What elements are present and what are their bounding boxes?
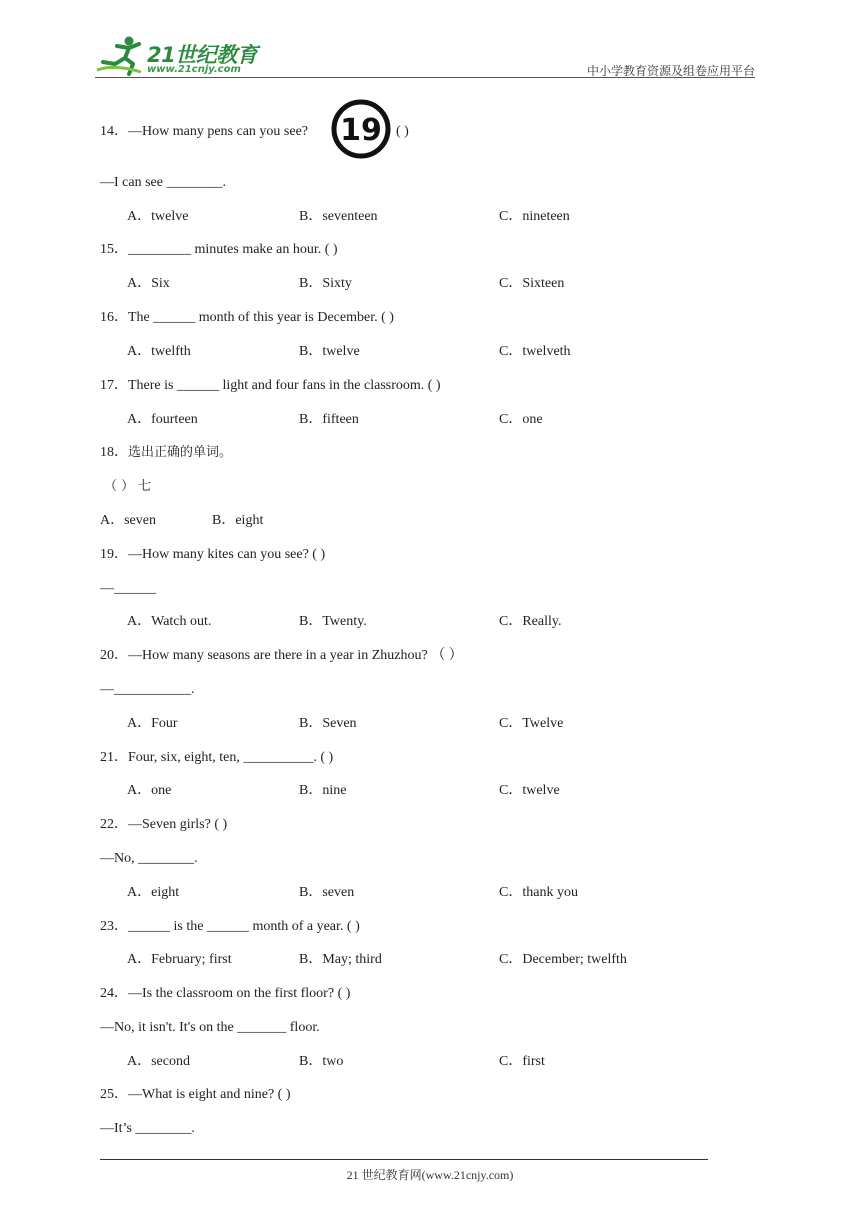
question-number: 21． [100, 750, 128, 765]
question-number: 24． [100, 986, 128, 1001]
question-text: 选出正确的单词。 [128, 445, 233, 460]
option-b: B．seven [299, 885, 355, 900]
question-text: —How many seasons are there in a year in Zhuzhou? （ ） [128, 648, 463, 663]
question-text: —How many pens can you see? [128, 124, 309, 139]
question-number: 25． [100, 1087, 128, 1102]
option-b: B．eight [212, 513, 264, 528]
question-text: —Is the classroom on the first floor? ( ) [128, 986, 351, 1001]
platform-title: 中小学教育资源及组卷应用平台 [586, 64, 755, 78]
option-c: C．nineteen [499, 209, 570, 224]
option-b: B．Sixty [299, 276, 352, 291]
option-b: B．seventeen [299, 209, 378, 224]
question-23 [100, 918, 360, 936]
question-number: 15． [100, 242, 128, 257]
question-15 [100, 241, 338, 259]
question-number: 18． [100, 445, 128, 460]
question-text: _________ minutes make an hour. ( ) [128, 242, 338, 257]
option-b: B．Twenty. [299, 614, 367, 629]
option-a: A．eight [127, 885, 180, 900]
option-a: A．twelve [127, 209, 189, 224]
question-18 [100, 444, 232, 462]
runner-icon [95, 34, 147, 78]
option-a: A．twelfth [127, 344, 191, 359]
question-22 [100, 816, 227, 834]
option-a: A．fourteen [127, 412, 198, 427]
option-c: C．thank you [499, 885, 578, 900]
option-a: A．second [127, 1054, 190, 1069]
page-header [95, 34, 755, 78]
logo-text: 21世纪教育 [147, 43, 258, 67]
question-number: 14． [100, 124, 128, 139]
option-a: A．Four [127, 716, 178, 731]
option-a: A．one [127, 783, 172, 798]
option-c: C．Twelve [499, 716, 564, 731]
option-b: B．twelve [299, 344, 360, 359]
question-text: There is ______ light and four fans in the classroom. ( ) [128, 378, 441, 393]
option-b: B．fifteen [299, 412, 359, 427]
option-c: C．twelveth [499, 344, 571, 359]
question-16 [100, 309, 394, 327]
option-a: A．seven [100, 513, 156, 528]
question-20 [100, 647, 463, 665]
option-b: B．Seven [299, 716, 357, 731]
footer-divider [100, 1159, 708, 1160]
question-14 [100, 123, 308, 141]
option-b: B．nine [299, 783, 347, 798]
question-line: —I can see ________. [100, 175, 226, 190]
option-b: B．May; third [299, 952, 382, 967]
option-c: C．Sixteen [499, 276, 565, 291]
logo-url: www.21cnjy.com [147, 64, 241, 75]
option-c: C．December; twelfth [499, 952, 627, 967]
number-badge-image [331, 99, 391, 159]
option-a: A．February; first [127, 952, 232, 967]
question-number: 16． [100, 310, 128, 325]
question-number: 22． [100, 817, 128, 832]
option-a: A．Watch out. [127, 614, 212, 629]
option-c: C．one [499, 412, 543, 427]
option-c: C．Really. [499, 614, 562, 629]
question-text: Four, six, eight, ten, __________. ( ) [128, 750, 334, 765]
option-b: B．two [299, 1054, 344, 1069]
question-text: ______ is the ______ month of a year. ( ) [128, 919, 360, 934]
question-text: —What is eight and nine? ( ) [128, 1087, 291, 1102]
question-line: —______ [100, 581, 156, 596]
question-number: 19． [100, 547, 128, 562]
question-17 [100, 377, 441, 395]
question-text: —How many kites can you see? ( ) [128, 547, 326, 562]
question-21 [100, 749, 333, 767]
badge-number: 19 [340, 113, 382, 148]
option-a: A．Six [127, 276, 170, 291]
question-number: 17． [100, 378, 128, 393]
option-c: C．twelve [499, 783, 560, 798]
question-25 [100, 1086, 291, 1104]
question-number: 23． [100, 919, 128, 934]
question-line: —It’s ________. [100, 1121, 195, 1136]
option-c: C．first [499, 1054, 545, 1069]
answer-bracket: ( ) [396, 124, 409, 139]
question-19 [100, 546, 325, 564]
question-number: 20． [100, 648, 128, 663]
header-divider [95, 77, 755, 78]
question-line: —No, ________. [100, 851, 198, 866]
question-line: （ ） 七 [104, 479, 152, 494]
site-logo [95, 34, 265, 78]
question-line: —___________. [100, 682, 195, 697]
question-line: —No, it isn't. It's on the _______ floor. [100, 1020, 320, 1035]
question-24 [100, 985, 350, 1003]
page-footer: 21 世纪教育网(www.21cnjy.com) [346, 1168, 514, 1182]
question-text: The ______ month of this year is December. ( ) [128, 310, 394, 325]
question-text: —Seven girls? ( ) [128, 817, 228, 832]
